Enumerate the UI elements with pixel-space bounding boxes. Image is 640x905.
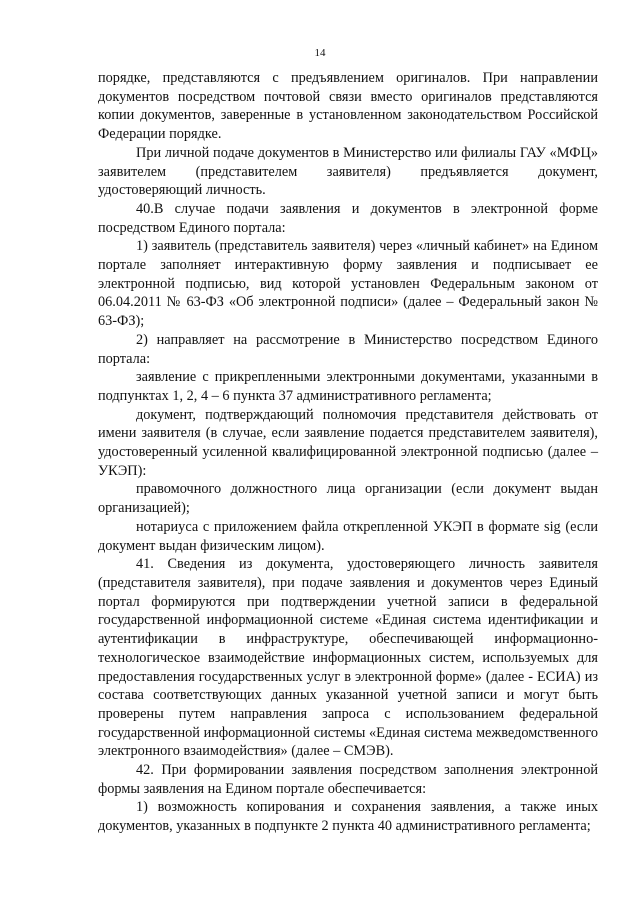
paragraph-clause-40-item-1: 1) заявитель (представитель заявителя) через «личный кабинет» на Едином портале заполняет интерактивную форму заявления и подписывает ее электронной подписью, вид которой установлен Федеральным законом от 06.04.2011 № 63-ФЗ «Об электронной подписи» (далее – Федеральный закон № 63-ФЗ); [98, 238, 598, 330]
paragraph-authority-document: документ, подтверждающий полномочия представителя действовать от имени заявителя (в случае, если заявление подается представителем заявителя), удостоверенный усиленной квалифицированной электронной подписью (далее – УКЭП): [98, 406, 598, 479]
paragraph-clause-42-item-1: 1) возможность копирования и сохранения заявления, а также иных документов, указанных в подпункте 2 пункта 40 административного регламента; [98, 799, 598, 835]
paragraph-clause-40-item-2: 2) направляет на рассмотрение в Министерство посредством Единого портала: [98, 331, 598, 367]
paragraph-notary-signer: нотариуса с приложением файла открепленной УКЭП в формате sig (если документ выдан физическим лицом). [98, 518, 598, 554]
document-body [98, 69, 598, 836]
paragraph-clause-42: 42. При формировании заявления посредством заполнения электронной формы заявления на Едином портале обеспечивается: [98, 762, 598, 797]
paragraph-official-signer: правомочного должностного лица организации (если документ выдан организацией); [98, 481, 598, 517]
paragraph-application-attachments: заявление с прикрепленными электронными документами, указанными в подпунктах 1, 2, 4 – 6 пункта 37 административного регламента; [98, 369, 598, 404]
paragraph-clause-40: 40.В случае подачи заявления и документов в электронной форме посредством Единого портала: [98, 200, 598, 236]
paragraph-personal-submission: При личной подаче документов в Министерство или филиалы ГАУ «МФЦ» заявителем (представителем заявителя) предъявляется документ, удостоверяющий личность. [98, 144, 598, 199]
page-number: 14 [314, 47, 326, 59]
paragraph-clause-41: 41. Сведения из документа, удостоверяющего личность заявителя (представителя заявителя), при подаче заявления и документов через Единый портал формируются при подтверждении учетной записи в федеральной государственной информационной системе «Единая система идентификации и аутентификации в инфраструктуре, обеспечивающей информационно-технологическое взаимодействие информационных систем, используемых для предоставления государственных услуг в электронной форме» (далее - ЕСИА) из состава соответствующих данных указанной учетной записи и могут быть проверены путем направления запроса с использованием федеральной государственной информационной системы «Единая система межведомственного электронного взаимодействия» (далее – СМЭВ). [98, 556, 598, 760]
paragraph-originals: порядке, представляются с предъявлением оригиналов. При направлении документов посредством почтовой связи вместо оригиналов представляются копии документов, заверенные в установленном законодательством Российской Федерации порядке. [98, 70, 598, 143]
